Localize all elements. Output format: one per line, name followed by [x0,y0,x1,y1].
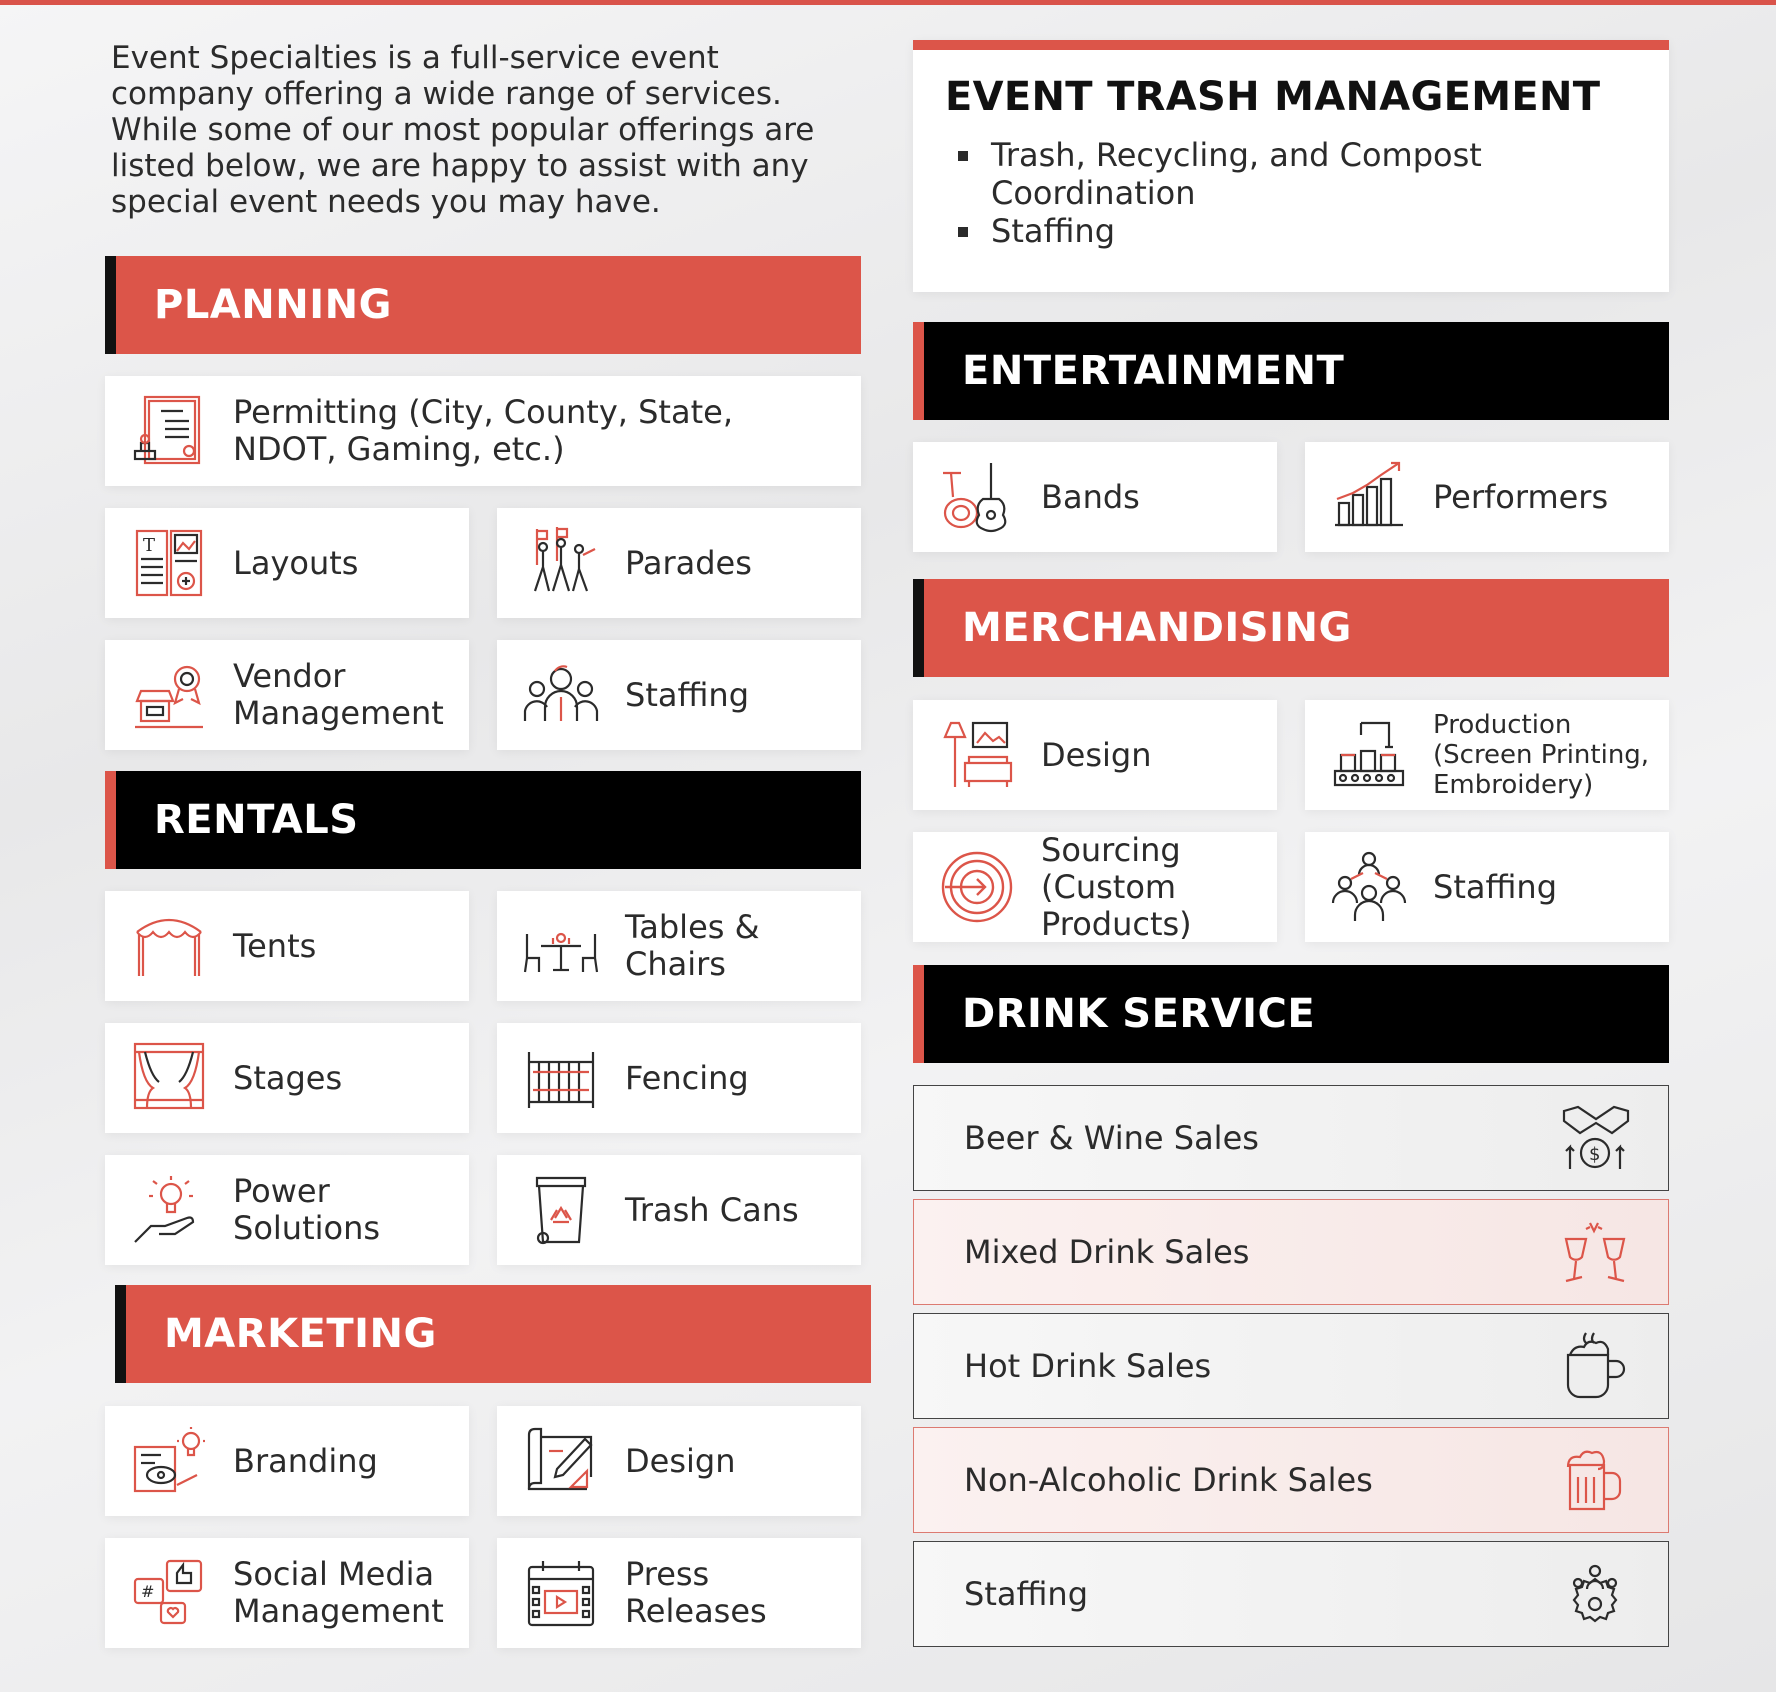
conveyor-icon [1331,717,1407,793]
drink-label: Beer & Wine Sales [964,1119,1259,1157]
service-card-staffing-merch [1305,832,1669,942]
service-card-performers [1305,442,1669,552]
social-media-icon [131,1555,207,1631]
team-icon [523,657,599,733]
service-card-fencing [497,1023,861,1133]
section-title: RENTALS [154,797,359,843]
service-label: Press Releases [625,1555,767,1630]
service-card-social-media [105,1538,469,1648]
cheers-glasses-icon [1560,1217,1630,1287]
lightbulb-hand-icon [131,1172,207,1248]
service-card-staffing-planning [497,640,861,750]
trash-list [945,136,1669,250]
service-label: Stages [233,1058,343,1097]
stage-curtain-icon [131,1040,207,1116]
drink-label: Staffing [964,1575,1088,1613]
hot-mug-icon [1560,1331,1630,1401]
service-label: Performers [1433,477,1609,516]
service-label: Permitting (City, County, State, NDOT, Gaming, etc.) [233,393,733,468]
service-label: Power Solutions [233,1172,381,1247]
list-item: ▪ Staffing [985,212,1669,250]
gear-team-icon [1560,1559,1630,1629]
section-header-entertainment [913,322,1669,420]
service-label: Branding [233,1441,378,1480]
handshake-money-icon [1560,1103,1630,1173]
calendar-video-icon [523,1555,599,1631]
drink-row-hot [913,1313,1669,1419]
tent-icon [131,908,207,984]
certificate-icon [131,393,207,469]
list-item: ▪ Trash, Recycling, and Compost Coordination [985,136,1669,212]
section-title: DRINK SERVICE [962,991,1316,1037]
service-label: Tables & Chairs [625,908,760,983]
service-label: Sourcing (Custom Products) [1041,830,1192,943]
service-card-sourcing [913,832,1277,942]
service-card-design-marketing [497,1406,861,1516]
service-label: Production (Screen Printing, Embroidery) [1433,710,1650,800]
layout-icon [131,525,207,601]
intro-paragraph: Event Specialties is a full-service event company offering a wide range of services. While some of our most popular offerings are listed below, we are happy to assist with any special event needs you may have. [111,40,815,220]
fence-icon [523,1040,599,1116]
section-header-planning [105,256,861,354]
service-label: Tents [233,926,317,965]
section-title: PLANNING [154,282,392,328]
drink-row-mixed [913,1199,1669,1305]
service-card-production [1305,700,1669,810]
section-header-drink-service [913,965,1669,1063]
service-card-power-solutions [105,1155,469,1265]
service-label: Trash Cans [625,1190,799,1229]
section-title: ENTERTAINMENT [962,348,1345,394]
section-title: MARKETING [164,1311,437,1357]
trash-management-panel [913,40,1669,292]
drink-row-staffing [913,1541,1669,1647]
drink-label: Non-Alcoholic Drink Sales [964,1461,1373,1499]
service-label: Social Media Management [233,1555,444,1630]
growth-chart-icon [1331,459,1407,535]
service-label: Vendor Management [233,657,444,732]
service-card-tents [105,891,469,1001]
section-header-rentals [105,771,861,869]
service-card-tables-chairs [497,891,861,1001]
drink-row-non-alcoholic [913,1427,1669,1533]
service-label: Fencing [625,1058,749,1097]
top-accent-line [0,0,1776,5]
service-label: Staffing [625,675,749,714]
section-title: MERCHANDISING [962,605,1352,651]
interior-design-icon [939,717,1015,793]
service-card-vendor-management [105,640,469,750]
service-card-bands [913,442,1277,552]
drink-row-beer-wine [913,1085,1669,1191]
service-card-branding [105,1406,469,1516]
panel-title: EVENT TRASH MANAGEMENT [945,74,1601,120]
service-label: Design [625,1441,736,1480]
beer-mug-icon [1560,1445,1630,1515]
vendor-stall-icon [131,657,207,733]
parade-icon [523,525,599,601]
target-arrow-icon [939,849,1015,925]
svg-text:$: $ [1589,1144,1601,1165]
service-label: Design [1041,735,1152,774]
service-card-stages [105,1023,469,1133]
section-header-marketing [115,1285,871,1383]
drink-label: Mixed Drink Sales [964,1233,1250,1271]
svg-text:T: T [143,535,156,556]
drum-guitar-icon [939,459,1015,535]
table-chairs-icon [523,908,599,984]
team-network-icon [1331,849,1407,925]
service-card-permitting [105,376,861,486]
drink-label: Hot Drink Sales [964,1347,1212,1385]
service-label: Staffing [1433,867,1557,906]
service-card-trash-cans [497,1155,861,1265]
service-label: Layouts [233,543,359,582]
recycle-bin-icon [523,1172,599,1248]
section-header-merchandising [913,579,1669,677]
branding-icon [131,1423,207,1499]
blueprint-icon [523,1423,599,1499]
service-label: Parades [625,543,752,582]
service-card-press-releases [497,1538,861,1648]
service-card-parades [497,508,861,618]
service-card-design-merch [913,700,1277,810]
svg-text:#: # [141,1582,155,1601]
service-label: Bands [1041,477,1140,516]
service-card-layouts [105,508,469,618]
